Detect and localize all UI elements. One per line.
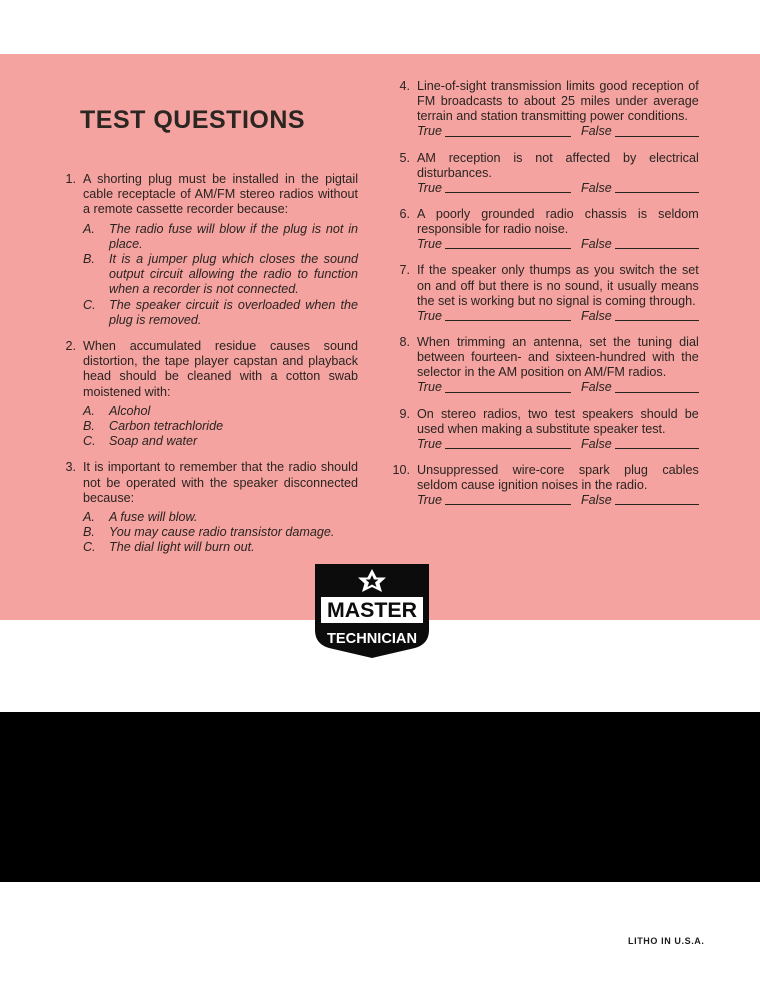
question-number: 3.	[65, 460, 76, 475]
true-false-line	[417, 125, 699, 140]
question-text: When accumulated residue causes sound distortion, the tape player capstan and playback head should be cleaned with a cotton swab moistened with:	[83, 339, 358, 399]
true-false-line	[417, 181, 699, 196]
question-text: When trimming an antenna, set the tuning dial between fourteen- and sixteen-hundred with the selector in the AM position on AM/FM radios.	[417, 335, 699, 380]
false-label: False	[580, 436, 612, 451]
false-label: False	[580, 380, 612, 395]
option-text: A fuse will blow.	[109, 510, 198, 525]
false-answer-blank[interactable]	[615, 320, 699, 321]
question-number: 4.	[399, 79, 410, 93]
false-label: False	[580, 124, 612, 139]
true-false-line	[417, 381, 699, 396]
question-1	[54, 172, 358, 328]
black-band	[0, 712, 760, 882]
question-2	[54, 339, 358, 449]
false-label: False	[580, 180, 612, 195]
question-text: A poorly grounded radio chassis is seldom responsible for radio noise.	[417, 207, 699, 237]
true-false-line	[417, 237, 699, 252]
option-a[interactable]	[83, 222, 358, 252]
question-8	[384, 335, 699, 396]
true-answer-blank[interactable]	[445, 392, 571, 393]
question-number: 7.	[399, 263, 410, 278]
option-text: Alcohol	[109, 403, 151, 418]
option-letter: C.	[83, 297, 96, 312]
option-text: Carbon tetrachloride	[109, 419, 224, 434]
option-c[interactable]	[83, 540, 358, 555]
question-text: It is important to remember that the radio should not be operated with the speaker disconnected because:	[83, 460, 358, 505]
true-label: True	[417, 308, 442, 323]
page-title: TEST QUESTIONS	[80, 106, 306, 134]
true-answer-blank[interactable]	[445, 248, 571, 249]
left-column	[54, 172, 358, 567]
true-label: True	[417, 237, 442, 252]
option-text: The speaker circuit is overloaded when the plug is removed.	[109, 297, 358, 327]
option-text: Soap and water	[109, 434, 198, 449]
false-answer-blank[interactable]	[615, 504, 699, 505]
option-letter: B.	[83, 525, 95, 540]
question-number: 9.	[399, 406, 410, 421]
option-letter: A.	[83, 403, 95, 418]
question-text: A shorting plug must be installed in the pigtail cable receptacle of AM/FM stereo radios without a remote cassette recorder because:	[83, 172, 358, 217]
option-a[interactable]	[83, 510, 358, 525]
question-9	[384, 406, 699, 452]
question-number: 6.	[399, 207, 410, 222]
false-answer-blank[interactable]	[615, 392, 699, 393]
true-label: True	[417, 124, 442, 139]
option-text: You may cause radio transistor damage.	[109, 525, 335, 540]
false-answer-blank[interactable]	[615, 248, 699, 249]
true-label: True	[417, 380, 442, 395]
option-letter: A.	[83, 510, 95, 525]
right-column	[384, 79, 699, 519]
question-6	[384, 207, 699, 252]
option-b[interactable]	[83, 525, 358, 540]
false-label: False	[580, 493, 612, 508]
option-b[interactable]	[83, 252, 358, 298]
true-answer-blank[interactable]	[445, 504, 571, 505]
true-false-line	[417, 309, 699, 324]
false-answer-blank[interactable]	[615, 136, 699, 137]
question-4	[384, 79, 699, 140]
option-letter: B.	[83, 252, 95, 267]
false-answer-blank[interactable]	[615, 192, 699, 193]
badge-master-text: MASTER	[327, 599, 417, 622]
true-answer-blank[interactable]	[445, 136, 571, 137]
master-technician-badge	[311, 562, 433, 660]
option-letter: C.	[83, 434, 96, 449]
litho-footer: LITHO IN U.S.A.	[628, 936, 705, 946]
question-text: If the speaker only thumps as you switch the set on and off but there is no sound, it usually means the set is working but no signal is coming through.	[417, 263, 699, 308]
true-label: True	[417, 180, 442, 195]
question-text: Line-of-sight transmission limits good reception of FM broadcasts to about 25 miles under average terrain and station transmitting power conditions.	[417, 79, 699, 124]
question-text: AM reception is not affected by electrical disturbances.	[417, 150, 699, 180]
true-answer-blank[interactable]	[445, 448, 571, 449]
true-answer-blank[interactable]	[445, 192, 571, 193]
question-number: 1.	[65, 172, 76, 186]
option-letter: B.	[83, 419, 95, 434]
question-3	[54, 460, 358, 555]
option-letter: A.	[83, 221, 95, 236]
question-7	[384, 263, 699, 324]
option-b[interactable]	[83, 419, 358, 434]
question-10	[384, 463, 699, 508]
question-number: 2.	[65, 339, 76, 354]
question-number: 10.	[392, 463, 410, 478]
option-text: The radio fuse will blow if the plug is not in place.	[109, 221, 358, 251]
question-text: Unsuppressed wire-core spark plug cables seldom cause ignition noises in the radio.	[417, 463, 699, 493]
true-label: True	[417, 436, 442, 451]
option-text: The dial light will burn out.	[109, 540, 255, 555]
question-text: On stereo radios, two test speakers should be used when making a substitute speaker test.	[417, 406, 699, 436]
question-number: 5.	[399, 150, 410, 165]
option-letter: C.	[83, 540, 96, 555]
option-c[interactable]	[83, 298, 358, 328]
option-a[interactable]	[83, 404, 358, 419]
false-answer-blank[interactable]	[615, 448, 699, 449]
question-5	[384, 150, 699, 196]
true-false-line	[417, 493, 699, 508]
true-label: True	[417, 493, 442, 508]
option-c[interactable]	[83, 434, 358, 449]
false-label: False	[580, 237, 612, 252]
option-text: It is a jumper plug which closes the sound output circuit allowing the radio to function when a recorder is not connected.	[109, 252, 358, 297]
true-false-line	[417, 437, 699, 452]
false-label: False	[580, 308, 612, 323]
question-number: 8.	[399, 335, 410, 350]
true-answer-blank[interactable]	[445, 320, 571, 321]
badge-technician-text: TECHNICIAN	[327, 630, 417, 647]
